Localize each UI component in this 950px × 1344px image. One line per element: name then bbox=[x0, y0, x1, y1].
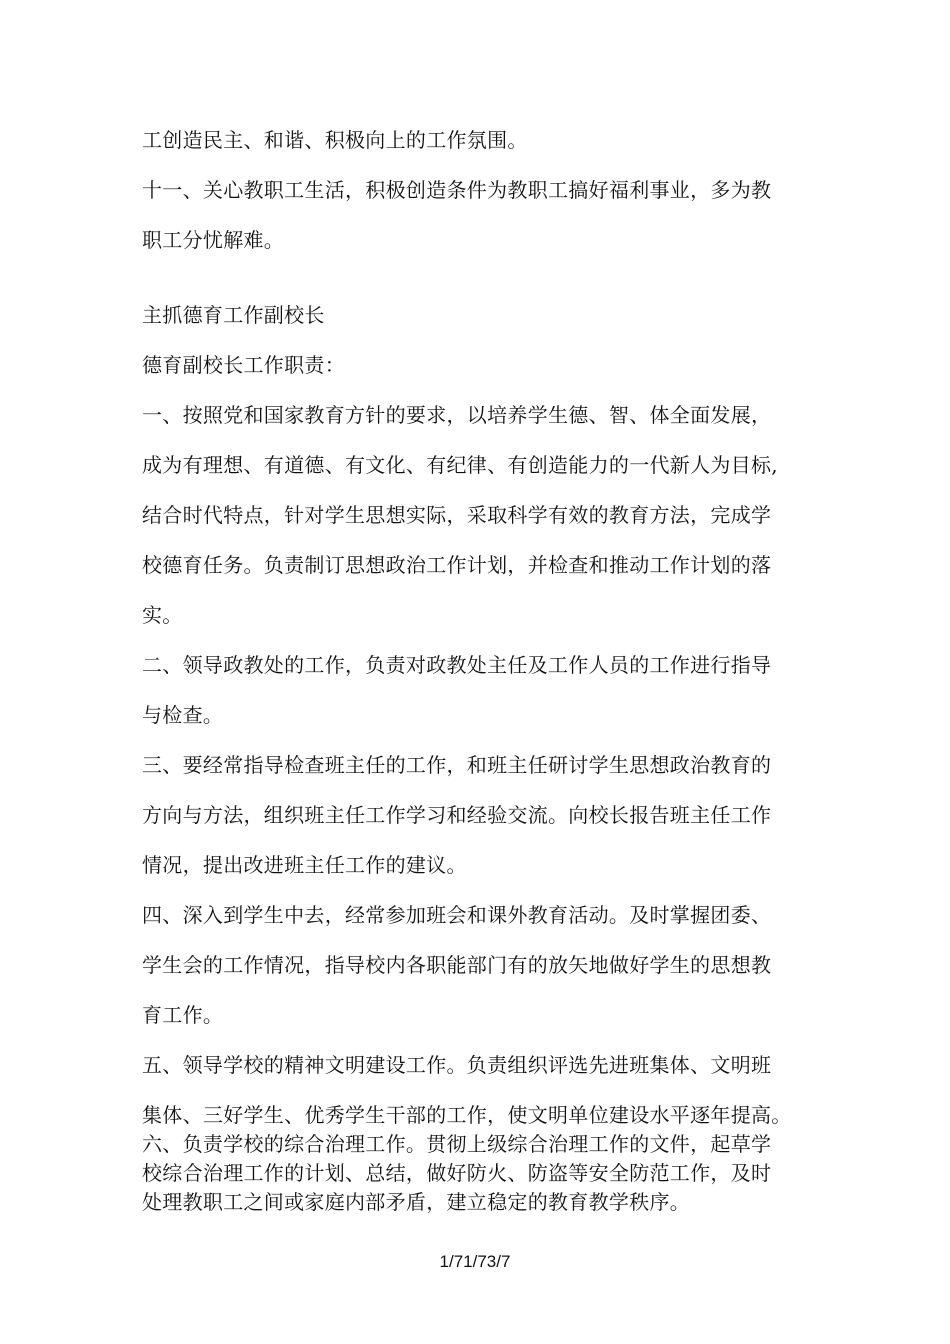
text-line: 育工作。 bbox=[142, 1003, 224, 1027]
section-subheading: 德育副校长工作职责： bbox=[142, 353, 345, 377]
text-line: 校德育任务。负责制订思想政治工作计划，并检查和推动工作计划的落 bbox=[142, 553, 772, 577]
text-line: 一、按照党和国家教育方针的要求，以培养学生德、智、体全面发展， bbox=[142, 403, 772, 427]
text-line: 集体、三好学生、优秀学生干部的工作，使文明单位建设水平逐年提高。 bbox=[142, 1103, 792, 1127]
text-line: 与检查。 bbox=[142, 703, 224, 727]
section-heading: 主抓德育工作副校长 bbox=[142, 303, 325, 327]
text-line: 学生会的工作情况，指导校内各职能部门有的放矢地做好学生的思想教 bbox=[142, 953, 772, 977]
text-line: 三、要经常指导检查班主任的工作，和班主任研讨学生思想政治教育的 bbox=[142, 753, 772, 777]
text-line: 方向与方法，组织班主任工作学习和经验交流。向校长报告班主任工作 bbox=[142, 803, 772, 827]
text-line: 实。 bbox=[142, 603, 183, 627]
text-line: 十一、关心教职工生活，积极创造条件为教职工搞好福利事业，多为教 bbox=[142, 178, 772, 202]
text-line: 五、领导学校的精神文明建设工作。负责组织评选先进班集体、文明班 bbox=[142, 1053, 772, 1077]
text-line: 二、领导政教处的工作，负责对政教处主任及工作人员的工作进行指导 bbox=[142, 653, 772, 677]
text-line: 职工分忧解难。 bbox=[142, 228, 285, 252]
text-line: 校综合治理工作的计划、总结，做好防火、防盗等安全防范工作，及时 bbox=[142, 1161, 772, 1185]
text-line: 六、负责学校的综合治理工作。贯彻上级综合治理工作的文件，起草学 bbox=[142, 1132, 772, 1156]
text-line: 成为有理想、有道德、有文化、有纪律、有创造能力的一代新人为目标, bbox=[142, 453, 778, 477]
text-line: 四、深入到学生中去，经常参加班会和课外教育活动。及时掌握团委、 bbox=[142, 903, 772, 927]
text-line: 情况，提出改进班主任工作的建议。 bbox=[142, 853, 467, 877]
text-line: 结合时代特点，针对学生思想实际，采取科学有效的教育方法，完成学 bbox=[142, 503, 772, 527]
text-line: 工创造民主、和谐、积极向上的工作氛围。 bbox=[142, 128, 528, 152]
page-number: 1/71/73/7 bbox=[439, 1252, 511, 1271]
text-line: 处理教职工之间或家庭内部矛盾，建立稳定的教育教学秩序。 bbox=[142, 1190, 691, 1214]
